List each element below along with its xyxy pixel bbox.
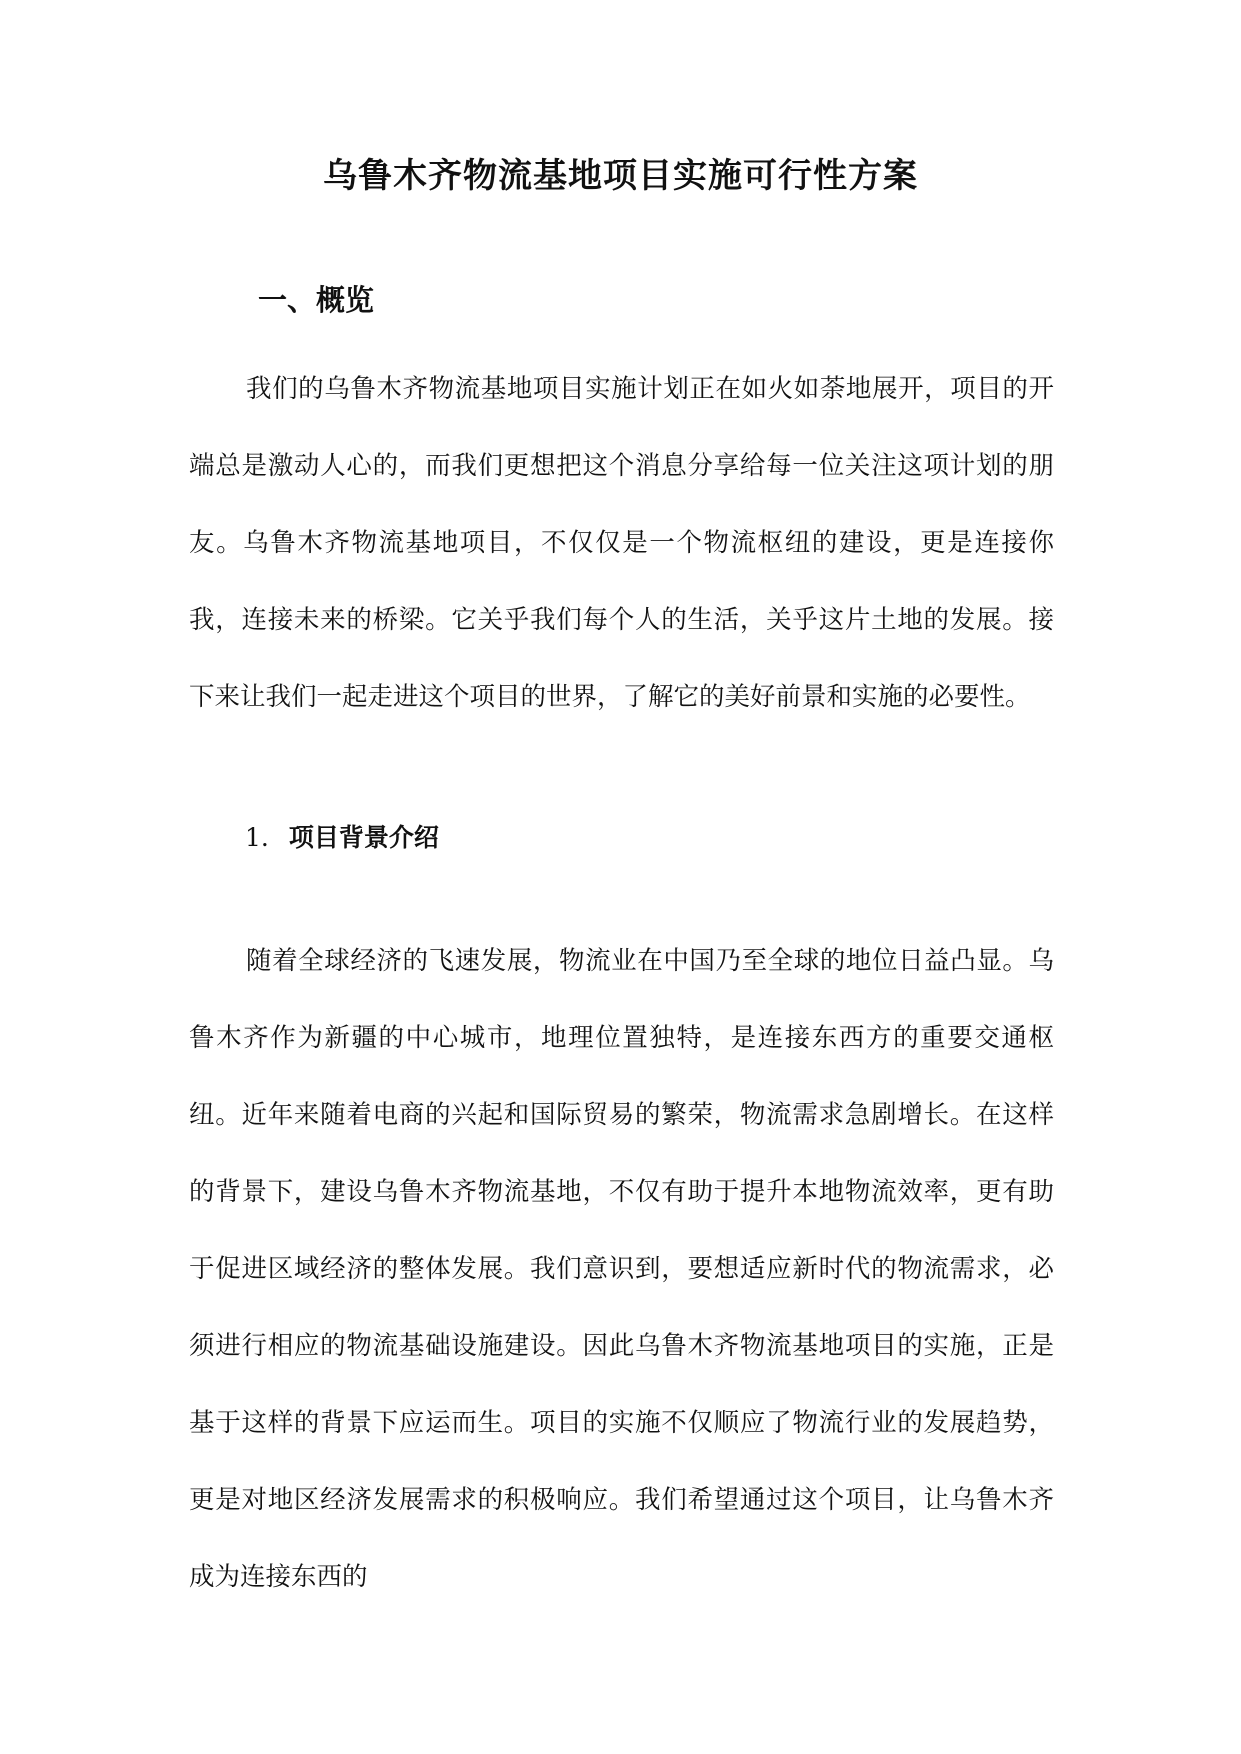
subsection-number: 1. — [245, 823, 269, 852]
document-title: 乌鲁木齐物流基地项目实施可行性方案 — [323, 156, 918, 196]
background-paragraph: 随着全球经济的飞速发展，物流业在中国乃至全球的地位日益凸显。乌鲁木齐作为新疆的中心城市，地理位置独特，是连接东西方的重要交通枢纽。近年来随着电商的兴起和国际贸易的繁荣，物流需求急剧增长。在这样的背景下，建设乌鲁木齐物流基地，不仅有助于提升本地物流效率，更有助于促进区域经济的整体发展。我们意识到，要想适应新时代的物流需求，必须进行相应的物流基础设施建设。因此乌鲁木齐物流基地项目的实施，正是基于这样的背景下应运而生。项目的实施不仅顺应了物流行业的发展趋势，更是对地区经济发展需求的积极响应。我们希望通过这个项目，让乌鲁木齐成为连接东西的 — [189, 946, 1054, 1592]
subsection-heading-background — [245, 819, 439, 857]
overview-paragraph: 我们的乌鲁木齐物流基地项目实施计划正在如火如荼地展开，项目的开端总是激动人心的，而我们更想把这个消息分享给每一位关注这项计划的朋友。乌鲁木齐物流基地项目，不仅仅是一个物流枢纽的建设，更是连接你我，连接未来的桥梁。它关乎我们每个人的生活，关乎这片土地的发展。接下来让我们一起走进这个项目的世界，了解它的美好前景和实施的必要性。 — [189, 374, 1054, 712]
subsection-title: 项目背景介绍 — [288, 823, 439, 852]
section-heading-overview: 一、概览 — [258, 283, 375, 317]
